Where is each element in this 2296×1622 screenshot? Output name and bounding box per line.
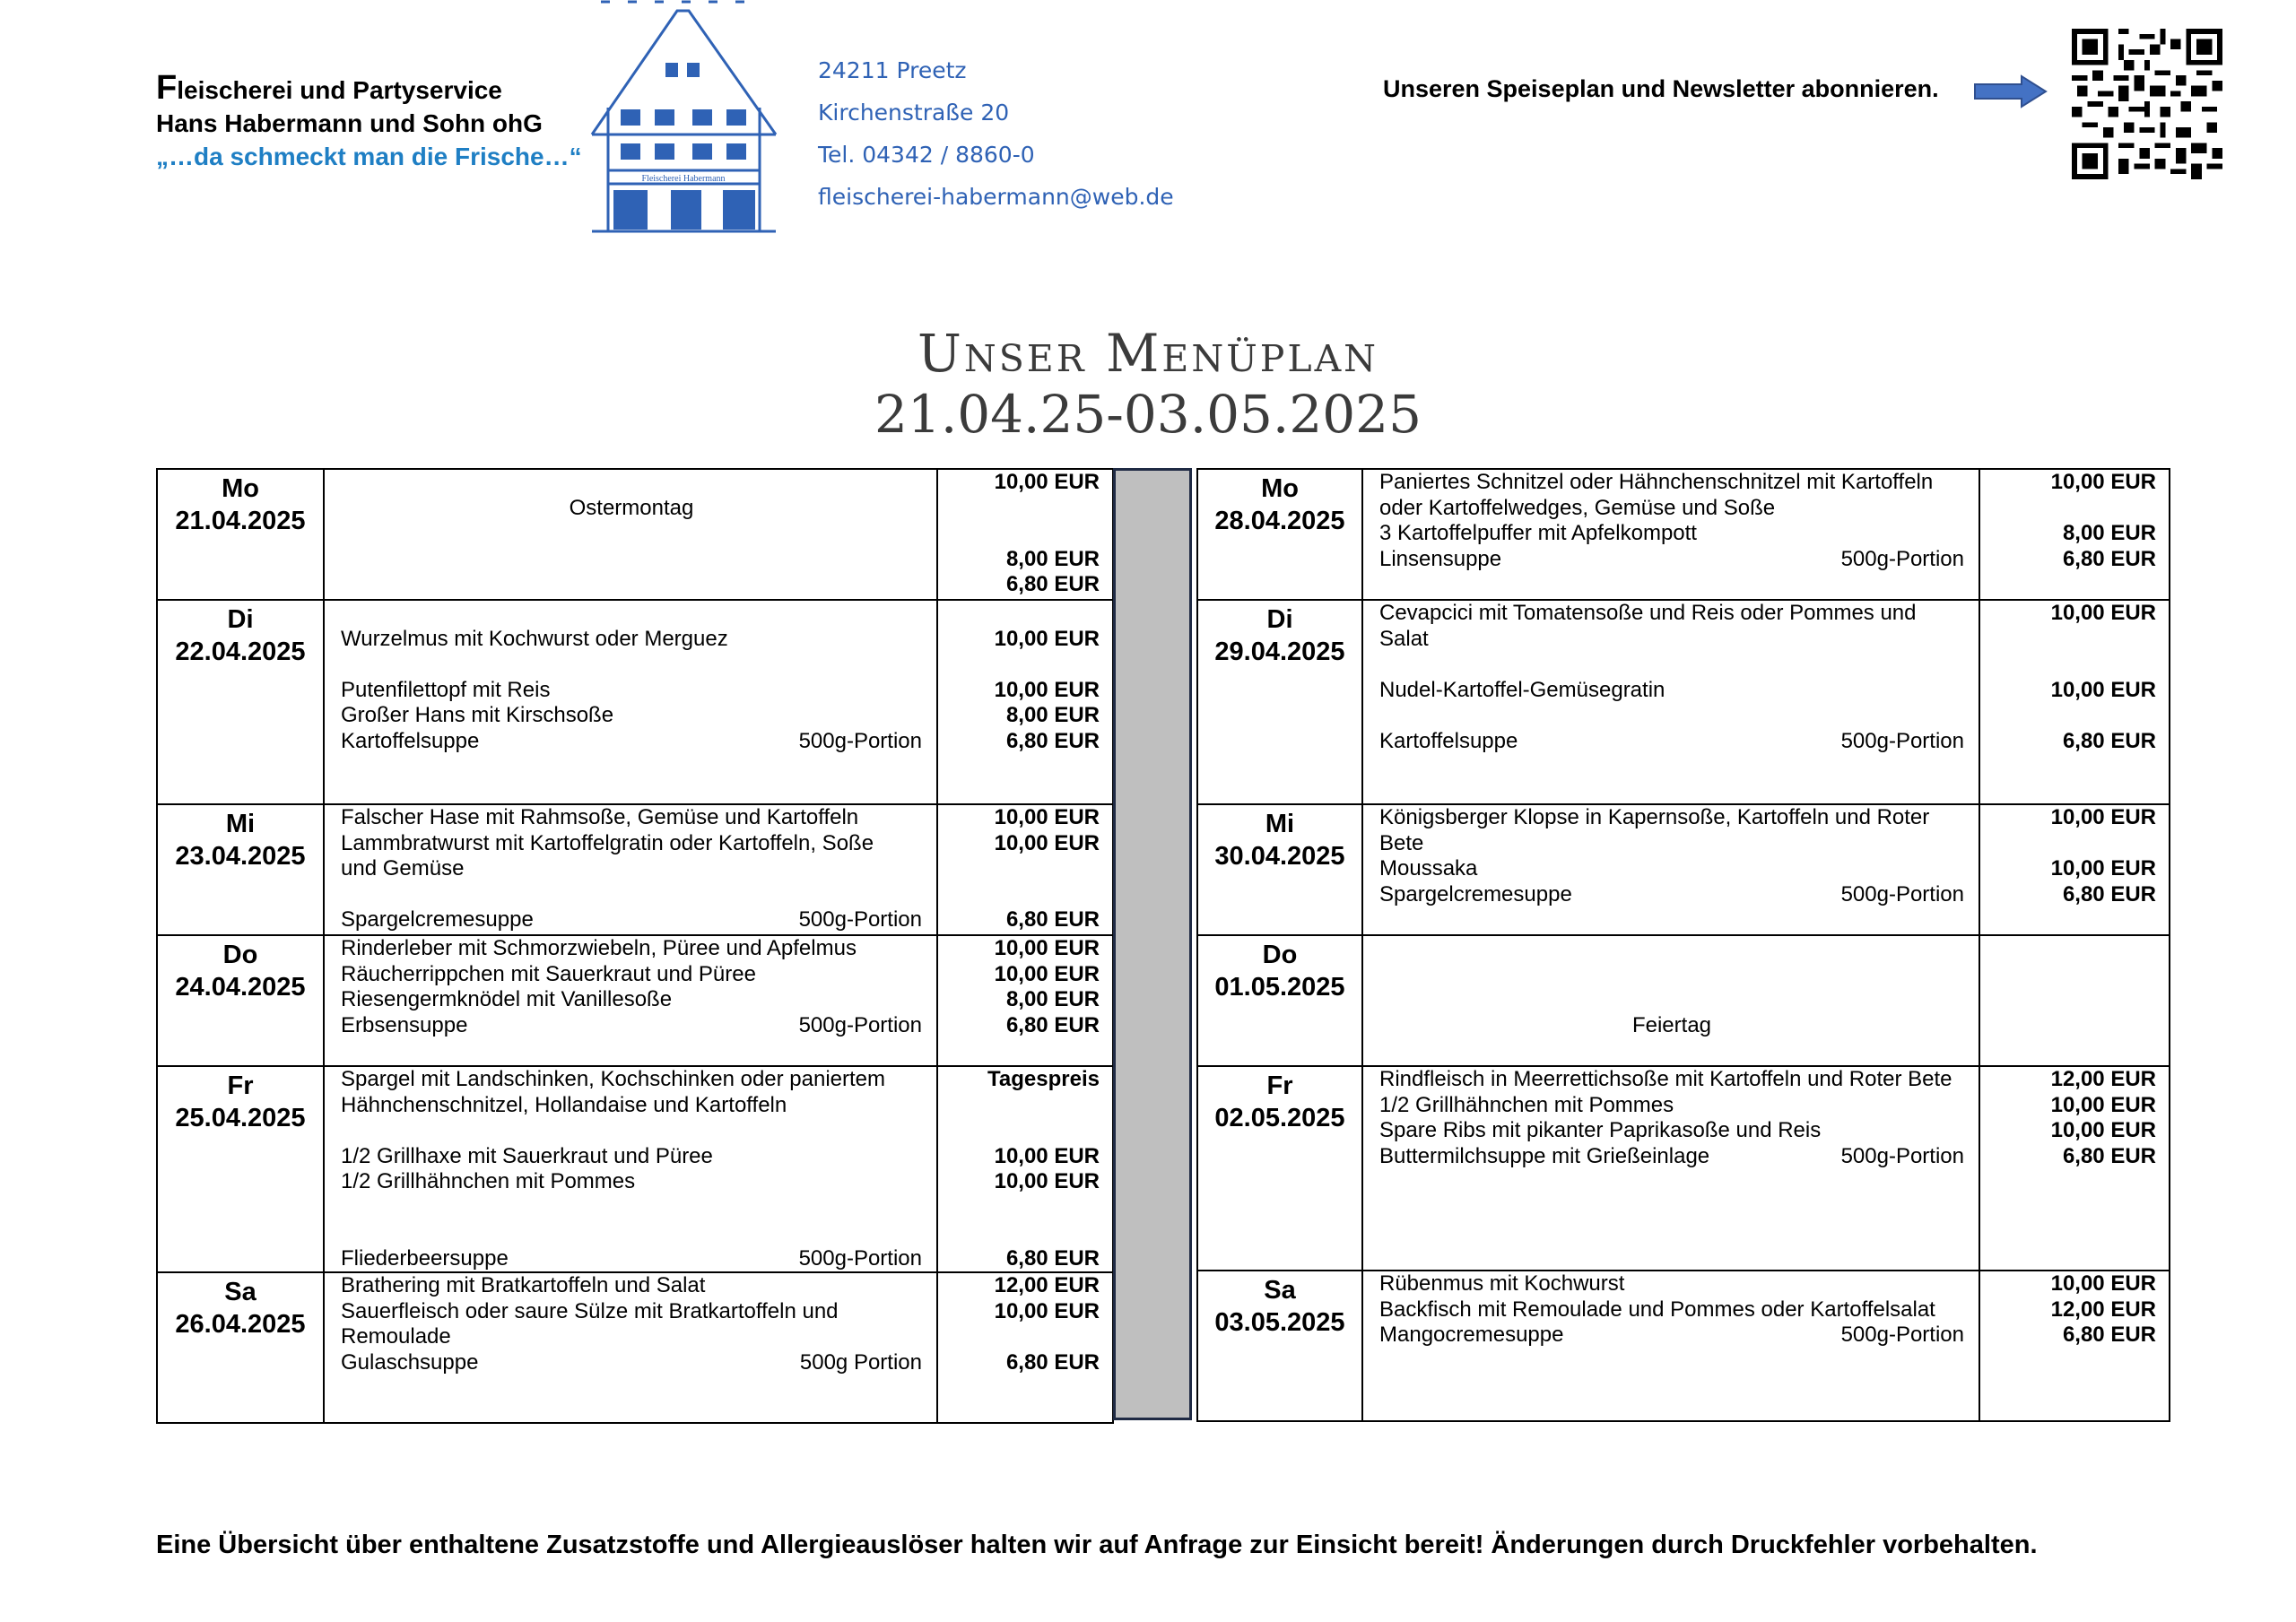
menu-day-row (1197, 1271, 2170, 1421)
prices-cell (1979, 469, 2170, 600)
weekday-label: Do (222, 941, 258, 969)
dish-text: Kartoffelsuppe (341, 728, 480, 753)
menu-day-row (1197, 804, 2170, 935)
day-cell (157, 469, 324, 600)
dish-text: Ostermontag (569, 495, 694, 520)
price-line: 10,00 EUR (994, 1169, 1100, 1193)
dish-text: 3 Kartoffelpuffer mit Apfelkompott (1379, 521, 1697, 545)
menu-day-row (157, 469, 1113, 600)
date-label: 24.04.2025 (175, 973, 306, 1002)
weekday-label: Mi (225, 810, 256, 838)
menu-title (0, 323, 2296, 445)
price-line: 6,80 EUR (2062, 1323, 2156, 1347)
dish-text: Königsberger Klopse in Kapernsoße, Kartoffeln und Roter (1379, 805, 1930, 829)
dish-text: Nudel-Kartoffel-Gemüsegratin (1379, 677, 1665, 702)
dish-text: 1/2 Grillhaxe mit Sauerkraut und Püree (341, 1143, 713, 1168)
price-line: 10,00 EUR (2050, 470, 2156, 494)
dish-text: Spargelcremesuppe (341, 907, 534, 932)
date-label: 01.05.2025 (1214, 973, 1345, 1002)
price-line: 10,00 EUR (994, 626, 1100, 651)
portion-size: 500g-Portion (798, 728, 922, 753)
portion-size: 500g-Portion (1840, 546, 1964, 571)
price-line: 10,00 EUR (2050, 1092, 2156, 1117)
dish-text: Remoulade (341, 1324, 451, 1349)
dishes-cell (324, 1066, 937, 1272)
day-cell (1197, 1066, 1362, 1271)
prices-cell (937, 469, 1113, 600)
dish-line (341, 856, 922, 882)
dish-line (341, 962, 922, 988)
dish-line (341, 1144, 922, 1170)
dish-line (341, 1246, 922, 1272)
dish-line (1379, 652, 1964, 678)
weekday-label: Fr (1266, 1071, 1293, 1100)
price-line: 10,00 EUR (2050, 1118, 2156, 1142)
company-block (156, 69, 582, 173)
dish-line (1379, 703, 1964, 729)
weekday-label: Fr (227, 1071, 254, 1100)
price-line: 6,80 EUR (1005, 907, 1100, 932)
price-line: 8,00 EUR (1005, 546, 1100, 571)
portion-size: 500g-Portion (798, 907, 922, 932)
dish-text: Spare Ribs mit pikanter Paprikasoße und Reis (1379, 1118, 1822, 1142)
weekday-label: Mo (222, 474, 259, 503)
price-line: 10,00 EUR (994, 1298, 1100, 1323)
dish-line (341, 1093, 922, 1119)
dish-line (1379, 470, 1964, 496)
price-line: 10,00 EUR (994, 677, 1100, 702)
dish-line (341, 936, 922, 962)
dish-line (341, 1195, 922, 1221)
price-line: 8,00 EUR (1005, 703, 1100, 727)
arrow-right-icon (1973, 74, 2048, 109)
prices-cell (937, 1066, 1113, 1272)
weekday-label: Di (1266, 605, 1293, 634)
dish-text: Gulaschsuppe (341, 1349, 479, 1375)
menu-day-row (1197, 1066, 2170, 1271)
date-label: 22.04.2025 (175, 638, 306, 666)
dish-line (1379, 547, 1964, 573)
dish-line (1379, 1271, 1964, 1297)
dish-line (341, 1273, 922, 1299)
dish-line (341, 831, 922, 857)
price-line: 12,00 EUR (2050, 1067, 2156, 1091)
dishes-cell (324, 469, 937, 600)
day-cell (1197, 1271, 1362, 1421)
price-line: 10,00 EUR (994, 961, 1100, 986)
dish-line (341, 1324, 922, 1350)
day-cell (157, 935, 324, 1066)
portion-size: 500g-Portion (798, 1012, 922, 1037)
price-line: 6,80 EUR (1005, 728, 1100, 753)
price-line (947, 1118, 1100, 1144)
dish-line (341, 627, 922, 653)
price-line: 6,80 EUR (2062, 881, 2156, 906)
menu-day-row (157, 600, 1113, 804)
address-email[interactable]: fleischerei-habermann@web.de (818, 184, 1174, 210)
dish-line (341, 1299, 922, 1325)
shop-house-logo (583, 0, 798, 235)
menu-title-heading: Unser Menüplan (917, 323, 1379, 384)
dish-line (1379, 987, 1964, 1013)
price-line (947, 1220, 1100, 1246)
prices-cell (937, 600, 1113, 804)
holiday-note (1379, 1013, 1964, 1039)
price-line (1989, 987, 2156, 1013)
dish-line (341, 1220, 922, 1246)
weekday-label: Do (1262, 941, 1298, 969)
dish-line (341, 1013, 922, 1039)
dish-line (341, 729, 922, 755)
price-line: 10,00 EUR (994, 805, 1100, 829)
dish-line (341, 907, 922, 933)
day-cell (1197, 804, 1362, 935)
price-line (947, 652, 1100, 678)
date-label: 30.04.2025 (1214, 842, 1345, 871)
dishes-cell (1362, 804, 1979, 935)
price-line (947, 1093, 1100, 1119)
price-line: 10,00 EUR (994, 936, 1100, 960)
dish-line (1379, 936, 1964, 962)
dish-line (1379, 1144, 1964, 1170)
date-label: 02.05.2025 (1214, 1104, 1345, 1132)
company-slogan: „…da schmeckt man die Frische…“ (156, 143, 582, 170)
price-line: 10,00 EUR (2050, 805, 2156, 829)
portion-size: 500g-Portion (1840, 881, 1964, 906)
portion-size: 500g Portion (799, 1349, 922, 1375)
price-line (947, 601, 1100, 627)
dish-text: Rübenmus mit Kochwurst (1379, 1271, 1625, 1296)
dish-line (1379, 1067, 1964, 1093)
portion-size: 500g-Portion (798, 1245, 922, 1271)
menu-day-row (1197, 600, 2170, 804)
menu-table-week1 (156, 468, 1114, 1424)
menu-title-dates: 21.04.25-03.05.2025 (874, 384, 1422, 445)
dish-text: 1/2 Grillhähnchen mit Pommes (1379, 1092, 1674, 1117)
date-label: 25.04.2025 (175, 1104, 306, 1132)
dish-line (1379, 882, 1964, 908)
company-initial: F (156, 69, 178, 107)
menu-day-row (157, 1066, 1113, 1272)
day-cell (157, 1272, 324, 1423)
prices-cell (1979, 600, 2170, 804)
dish-line (1379, 678, 1964, 704)
day-cell (157, 804, 324, 935)
dish-text: Linsensuppe (1379, 546, 1502, 571)
price-line: 10,00 EUR (994, 470, 1100, 494)
date-label: 28.04.2025 (1214, 507, 1345, 535)
dish-line (1379, 496, 1964, 522)
dish-line (341, 547, 922, 573)
prices-cell (1979, 1271, 2170, 1421)
menu-day-row (1197, 469, 2170, 600)
dishes-cell (324, 1272, 937, 1423)
price-line: 6,80 EUR (1005, 572, 1100, 596)
holiday-note (341, 496, 922, 522)
address-block (818, 49, 1174, 218)
dish-text: Rindfleisch in Meerrettichsoße mit Kartoffeln und Roter Bete (1379, 1067, 1952, 1091)
dish-text: Erbsensuppe (341, 1012, 468, 1037)
price-line (1989, 962, 2156, 988)
dish-text: 1/2 Grillhähnchen mit Pommes (341, 1169, 636, 1193)
dish-line (1379, 521, 1964, 547)
day-cell (1197, 469, 1362, 600)
menu-day-row (157, 1272, 1113, 1423)
price-line: 10,00 EUR (2050, 601, 2156, 625)
price-line: 8,00 EUR (1005, 987, 1100, 1011)
company-name (156, 69, 582, 107)
dish-line (1379, 962, 1964, 988)
dish-line (1379, 1118, 1964, 1144)
dishes-cell (1362, 1271, 1979, 1421)
dish-line (1379, 1093, 1964, 1119)
dish-text: Räucherrippchen mit Sauerkraut und Püree (341, 961, 756, 986)
menu-day-row (1197, 935, 2170, 1066)
price-line: 10,00 EUR (994, 830, 1100, 855)
price-line: 6,80 EUR (2062, 1143, 2156, 1168)
newsletter-text: Unseren Speiseplan und Newsletter abonnieren. (1383, 75, 1939, 102)
dish-text: Riesengermknödel mit Vanillesoße (341, 987, 673, 1011)
dish-line (1379, 729, 1964, 755)
week-divider (1113, 468, 1192, 1420)
prices-cell (1979, 935, 2170, 1066)
price-line (1989, 496, 2156, 522)
dish-line (341, 1118, 922, 1144)
prices-cell (937, 804, 1113, 935)
menu-day-row (157, 804, 1113, 935)
dish-text: Hähnchenschnitzel, Hollandaise und Kartoffeln (341, 1092, 787, 1117)
dish-text: Cevapcici mit Tomatensoße und Reis oder Pommes und (1379, 601, 1917, 625)
dish-line (1379, 1297, 1964, 1323)
dish-text: Paniertes Schnitzel oder Hähnchenschnitzel mit Kartoffeln (1379, 470, 1934, 494)
prices-cell (1979, 804, 2170, 935)
dish-line (341, 521, 922, 547)
dish-line (1379, 856, 1964, 882)
menu-day-row (157, 935, 1113, 1066)
price-line (1989, 831, 2156, 857)
weekday-label: Di (227, 605, 254, 634)
dish-text: Salat (1379, 626, 1429, 651)
price-line (947, 521, 1100, 547)
dish-line (341, 805, 922, 831)
price-line (1989, 1013, 2156, 1039)
dishes-cell (324, 600, 937, 804)
date-label: 29.04.2025 (1214, 638, 1345, 666)
dishes-cell (1362, 935, 1979, 1066)
weekday-label: Sa (1264, 1276, 1296, 1305)
dish-line (341, 601, 922, 627)
dishes-cell (1362, 600, 1979, 804)
dish-text: Bete (1379, 830, 1424, 855)
qr-code-icon[interactable] (2070, 29, 2224, 179)
price-line (947, 882, 1100, 908)
dish-line (341, 1067, 922, 1093)
weekday-label: Sa (224, 1278, 257, 1306)
price-line (1989, 936, 2156, 962)
price-line: 6,80 EUR (1005, 1245, 1100, 1271)
price-line: 10,00 EUR (994, 1143, 1100, 1168)
dish-text: Sauerfleisch oder saure Sülze mit Bratkartoffeln und (341, 1298, 839, 1323)
dish-line (341, 882, 922, 908)
dish-line (1379, 805, 1964, 831)
dish-text: Großer Hans mit Kirschsoße (341, 703, 614, 727)
dish-line (1379, 627, 1964, 653)
portion-size: 500g-Portion (1840, 1323, 1964, 1347)
dish-text: Brathering mit Bratkartoffeln und Salat (341, 1273, 706, 1297)
menu-table-week2 (1196, 468, 2170, 1422)
date-label: 21.04.2025 (175, 507, 306, 535)
dish-line (1379, 831, 1964, 857)
weekday-label: Mo (1261, 474, 1299, 503)
address-city: 24211 Preetz (818, 57, 967, 83)
dish-text: Buttermilchsuppe mit Grießeinlage (1379, 1143, 1710, 1168)
day-cell (157, 600, 324, 804)
company-name-rest: leischerei und Partyservice (177, 76, 502, 104)
prices-cell (937, 935, 1113, 1066)
dish-text: oder Kartoffelwedges, Gemüse und Soße (1379, 495, 1776, 520)
dish-text: Spargel mit Landschinken, Kochschinken oder paniertem (341, 1067, 886, 1091)
prices-cell (1979, 1066, 2170, 1271)
portion-size: 500g-Portion (1840, 728, 1964, 753)
date-label: 23.04.2025 (175, 842, 306, 871)
price-line (1989, 703, 2156, 729)
dish-text: Feiertag (1631, 1012, 1712, 1037)
day-cell (1197, 935, 1362, 1066)
price-line: 6,80 EUR (1005, 1349, 1100, 1375)
dish-text: und Gemüse (341, 856, 465, 880)
day-cell (1197, 600, 1362, 804)
dish-line (341, 1350, 922, 1376)
dish-text: Lammbratwurst mit Kartoffelgratin oder Kartoffeln, Soße (341, 830, 874, 855)
price-line (1989, 627, 2156, 653)
price-line: 10,00 EUR (2050, 856, 2156, 880)
portion-size: 500g-Portion (1840, 1143, 1964, 1168)
weekday-label: Mi (1265, 810, 1295, 838)
dish-line (341, 470, 922, 496)
dishes-cell (324, 804, 937, 935)
dish-line (1379, 1323, 1964, 1349)
price-line (947, 496, 1100, 522)
price-line (947, 1195, 1100, 1221)
dish-text: Spargelcremesuppe (1379, 881, 1572, 906)
address-street: Kirchenstraße 20 (818, 100, 1010, 126)
dishes-cell (324, 935, 937, 1066)
price-line (947, 856, 1100, 882)
price-line: 6,80 EUR (2062, 728, 2156, 753)
dish-text: Backfisch mit Remoulade und Pommes oder Kartoffelsalat (1379, 1297, 1935, 1322)
price-line: 8,00 EUR (2062, 521, 2156, 545)
dish-text: Putenfilettopf mit Reis (341, 677, 551, 702)
price-line: 6,80 EUR (1005, 1012, 1100, 1037)
price-line (1989, 652, 2156, 678)
dish-text: Mangocremesuppe (1379, 1323, 1564, 1347)
dish-line (1379, 601, 1964, 627)
dishes-cell (1362, 1066, 1979, 1271)
dish-text: Falscher Hase mit Rahmsoße, Gemüse und Kartoffeln (341, 805, 859, 829)
dish-text: Wurzelmus mit Kochwurst oder Merguez (341, 626, 728, 651)
day-cell (157, 1066, 324, 1272)
dish-text: Moussaka (1379, 856, 1478, 880)
address-phone: Tel. 04342 / 8860-0 (818, 142, 1035, 168)
price-line (947, 1324, 1100, 1350)
dish-line (341, 703, 922, 729)
dish-line (341, 652, 922, 678)
price-line: 12,00 EUR (994, 1273, 1100, 1297)
price-line: Tagespreis (987, 1067, 1100, 1091)
price-line: 6,80 EUR (2062, 546, 2156, 571)
date-label: 03.05.2025 (1214, 1308, 1345, 1337)
allergen-footer-note: Eine Übersicht über enthaltene Zusatzstoffe und Allergieauslöser halten wir auf Anfrage zur Einsicht bereit! Änderungen durch Druckfehler vorbehalten. (156, 1531, 2038, 1559)
dish-line (341, 1169, 922, 1195)
price-line: 10,00 EUR (2050, 677, 2156, 702)
dish-line (341, 572, 922, 598)
dish-text: Kartoffelsuppe (1379, 728, 1518, 753)
dish-text: Rinderleber mit Schmorzwiebeln, Püree und Apfelmus (341, 936, 857, 960)
dish-text: Fliederbeersuppe (341, 1245, 509, 1271)
date-label: 26.04.2025 (175, 1310, 306, 1339)
dish-line (341, 987, 922, 1013)
svg-text:Fleischerei Habermann: Fleischerei Habermann (641, 174, 726, 184)
price-line: 12,00 EUR (2050, 1297, 2156, 1322)
company-owner: Hans Habermann und Sohn ohG (156, 109, 543, 137)
prices-cell (937, 1272, 1113, 1423)
dish-line (341, 678, 922, 704)
price-line: 10,00 EUR (2050, 1271, 2156, 1296)
dishes-cell (1362, 469, 1979, 600)
